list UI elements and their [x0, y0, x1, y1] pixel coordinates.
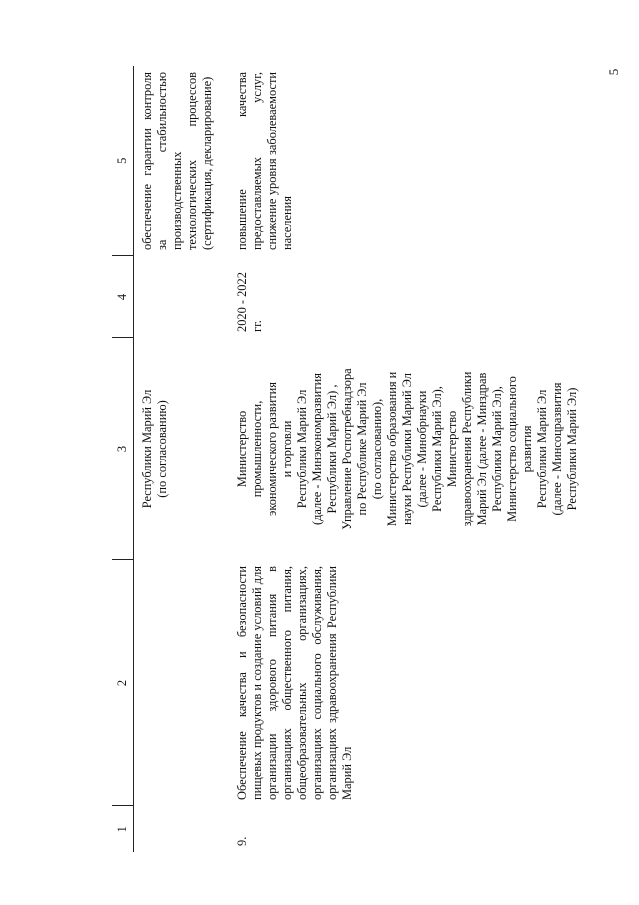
executor-line: и торговли	[280, 420, 294, 478]
executor-line: Марий Эл (далее - Минздрав	[475, 372, 489, 526]
executor-line: здравоохранения Республики	[460, 371, 474, 527]
executor-line: Республики Марий Эл),	[490, 386, 504, 512]
executor-line: Министерство	[235, 410, 249, 488]
header-col-5: 5	[112, 66, 134, 256]
table-row-continued	[134, 66, 216, 852]
executor-line: по Республике Марий Эл	[355, 382, 369, 516]
table-row-9	[215, 66, 580, 852]
cell-result: обеспечение гарантии контроля за стабильностью производственных технологических процессов (сертификация, декларирование)	[140, 72, 214, 250]
executor-line: Министерство образования и	[385, 371, 399, 527]
cell-activity	[134, 560, 216, 806]
executor-line: Республики Марий Эл),	[430, 386, 444, 512]
executor-line: промышленности,	[250, 400, 264, 498]
header-col-2: 2	[112, 560, 134, 806]
executor-line: (далее - Минобрнауки	[415, 390, 429, 508]
executor-line: Республики Марий Эл)	[565, 387, 579, 511]
cell-result: повышение качества предоставляемых услуг, снижение уровня заболеваемости населения	[235, 72, 294, 250]
executor-line: Республики Марий Эл	[140, 389, 154, 509]
cell-term	[134, 256, 216, 338]
cell-executor	[134, 338, 216, 560]
cell-number	[134, 806, 216, 852]
executor-line: экономического развития	[265, 382, 279, 516]
executor-line: Управление Роспотребнадзора	[340, 368, 354, 530]
executor-line: Республики Марий Эл	[535, 389, 549, 509]
executor-line: Министерство социального	[505, 376, 519, 522]
executor-line: развития	[520, 425, 534, 473]
header-col-3: 3	[112, 338, 134, 560]
page-number: 5	[606, 68, 621, 76]
rotated-table-sheet	[112, 66, 579, 852]
executor-line: Министерство	[445, 410, 459, 488]
cell-term: 2020 - 2022 гг.	[235, 272, 264, 332]
cell-number: 9.	[235, 836, 249, 846]
executor-line: (по согласованию),	[370, 398, 384, 500]
executor-line: науки Республики Марий Эл	[400, 373, 414, 525]
header-col-4: 4	[112, 256, 134, 338]
executor-line: (далее - Минсоцразвития	[550, 382, 564, 516]
executor-line: Республики Марий Эл) ,	[325, 384, 339, 514]
executor-line: (по согласованию)	[155, 400, 169, 498]
header-col-1: 1	[112, 806, 134, 852]
executor-line: Республики Марий Эл	[295, 389, 309, 509]
cell-executor	[215, 338, 580, 560]
executor-line: (далее - Минэкономразвития	[310, 373, 324, 525]
cell-activity: Обеспечение качества и безопасности пищевых продуктов и создание условий для организации здорового питания в организациях общественного питания, общеобразовательных организациях, организациях социального обслуживания, организациях здравоохранения Республики Марий Эл	[235, 566, 354, 800]
table-header-row	[112, 66, 134, 852]
measures-table	[112, 66, 580, 852]
